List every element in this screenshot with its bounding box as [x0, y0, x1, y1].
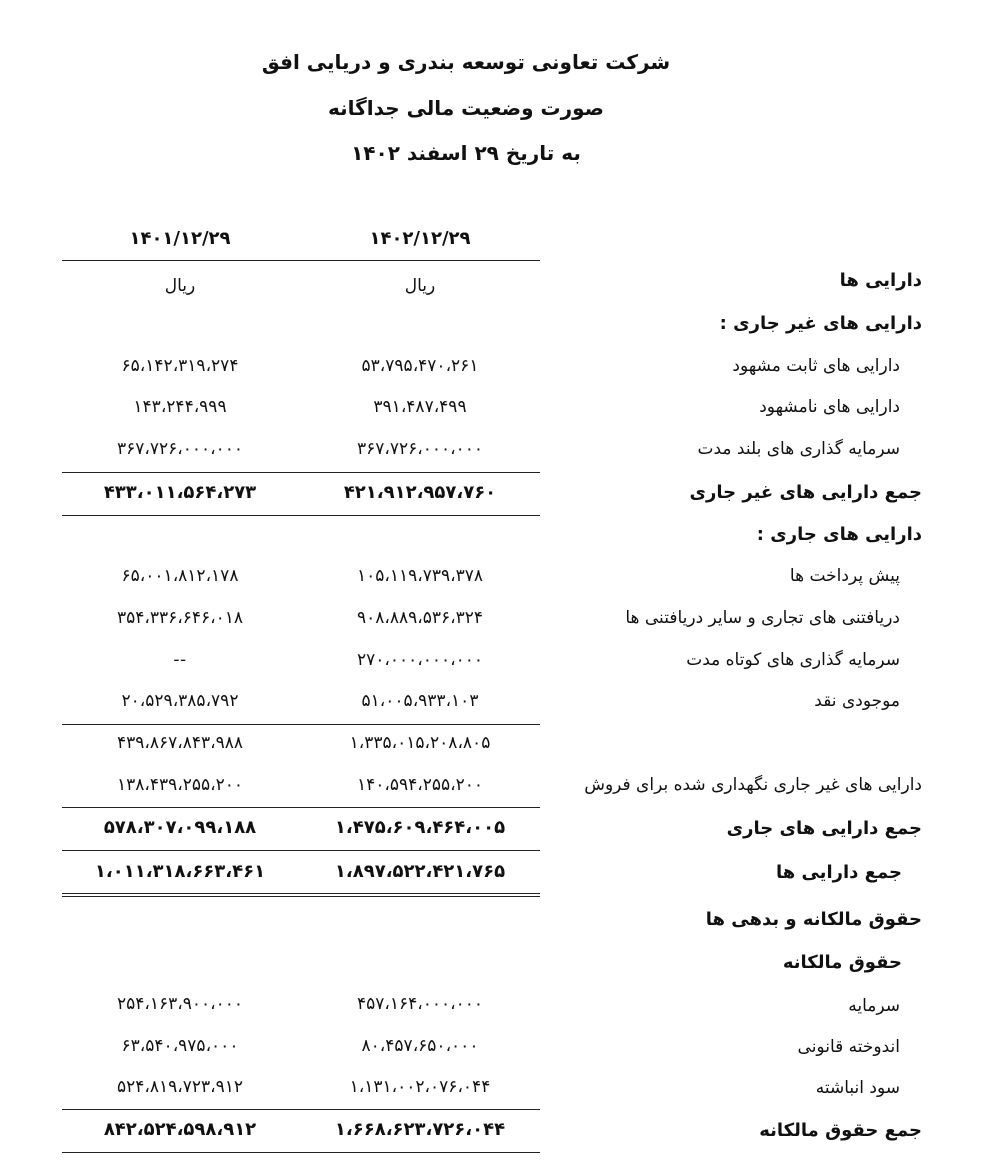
company-title: شرکت تعاونی توسعه بندری و دریایی افق: [261, 50, 671, 74]
header-rule: [62, 260, 540, 261]
row-value-intangible-assets-1402: ۳۹۱،۴۸۷،۴۹۹: [373, 397, 467, 417]
row-value-capital-1402: ۴۵۷،۱۶۴،۰۰۰،۰۰۰: [356, 994, 484, 1014]
row-value-receivables-1402: ۹۰۸،۸۸۹،۵۳۶،۳۲۴: [356, 608, 484, 628]
row-value-prepayments-1402: ۱۰۵،۱۱۹،۷۳۹،۳۷۸: [356, 566, 484, 586]
row-value-total-equity-1402: ۱،۶۶۸،۶۲۳،۷۲۶،۰۴۴: [334, 1119, 506, 1140]
subtotal-rule: [62, 1109, 540, 1110]
row-label-held-for-sale: دارایی های غیر جاری نگهداری شده برای فروش: [584, 775, 922, 795]
row-value-cash-1402: ۵۱،۰۰۵،۹۳۳،۱۰۳: [361, 691, 479, 711]
column-header-1401: ۱۴۰۱/۱۲/۲۹: [129, 228, 231, 249]
section-current-assets: دارایی های جاری :: [756, 524, 922, 545]
row-value-held-for-sale-1401: ۱۳۸،۴۳۹،۲۵۵،۲۰۰: [116, 775, 244, 795]
grand-total-double-rule: [62, 893, 540, 897]
row-value-capital-1401: ۲۵۴،۱۶۳،۹۰۰،۰۰۰: [116, 994, 244, 1014]
subtotal-rule: [62, 807, 540, 808]
row-label-total-current: جمع دارایی های جاری: [726, 818, 922, 839]
row-value-total-non-current-1402: ۴۲۱،۹۱۲،۹۵۷،۷۶۰: [343, 482, 497, 503]
row-value-total-current-1401: ۵۷۸،۳۰۷،۰۹۹،۱۸۸: [103, 817, 257, 838]
subtotal-rule: [62, 472, 540, 473]
unit-label-1401: ریال: [164, 276, 196, 296]
row-value-total-non-current-1401: ۴۳۳،۰۱۱،۵۶۴،۲۷۳: [103, 482, 257, 503]
row-value-prepayments-1401: ۶۵،۰۰۱،۸۱۲،۱۷۸: [121, 566, 239, 586]
row-value-retained-earnings-1402: ۱،۱۳۱،۰۰۲،۰۷۶،۰۴۴: [349, 1077, 491, 1097]
row-value-total-current-1402: ۱،۴۷۵،۶۰۹،۴۶۴،۰۰۵: [334, 817, 506, 838]
row-value-current-subtotal-1401: ۴۳۹،۸۶۷،۸۴۳،۹۸۸: [116, 733, 244, 753]
total-rule: [62, 1152, 540, 1153]
row-value-held-for-sale-1402: ۱۴۰،۵۹۴،۲۵۵،۲۰۰: [356, 775, 484, 795]
statement-title: صورت وضعیت مالی جداگانه: [328, 96, 604, 120]
row-value-retained-earnings-1401: ۵۲۴،۸۱۹،۷۲۳،۹۱۲: [116, 1077, 244, 1097]
row-label-long-term-investments: سرمایه گذاری های بلند مدت: [697, 439, 900, 459]
subtotal-rule: [62, 724, 540, 725]
row-value-short-term-investments-1402: ۲۷۰،۰۰۰،۰۰۰،۰۰۰: [356, 650, 484, 670]
row-value-fixed-assets-1402: ۵۳،۷۹۵،۴۷۰،۲۶۱: [361, 356, 479, 376]
row-value-total-assets-1401: ۱،۰۱۱،۳۱۸،۶۶۳،۴۶۱: [94, 861, 266, 882]
row-label-prepayments: پیش پرداخت ها: [789, 566, 900, 586]
total-rule: [62, 515, 540, 516]
row-value-total-equity-1401: ۸۴۲،۵۲۴،۵۹۸،۹۱۲: [103, 1119, 257, 1140]
row-value-legal-reserve-1401: ۶۳،۵۴۰،۹۷۵،۰۰۰: [121, 1036, 239, 1056]
section-assets: دارایی ها: [839, 270, 922, 291]
row-value-long-term-investments-1401: ۳۶۷،۷۲۶،۰۰۰،۰۰۰: [116, 439, 244, 459]
row-value-current-subtotal-1402: ۱،۳۳۵،۰۱۵،۲۰۸،۸۰۵: [349, 733, 491, 753]
row-value-cash-1401: ۲۰،۵۲۹،۳۸۵،۷۹۲: [121, 691, 239, 711]
row-label-total-assets: جمع دارایی ها: [775, 862, 902, 883]
section-non-current-assets: دارایی های غیر جاری :: [719, 313, 922, 334]
section-equity-liabilities: حقوق مالکانه و بدهی ها: [705, 909, 922, 930]
section-equity: حقوق مالکانه: [782, 952, 902, 973]
row-label-capital: سرمایه: [848, 996, 900, 1016]
row-label-cash: موجودی نقد: [814, 691, 900, 711]
row-value-receivables-1401: ۳۵۴،۳۳۶،۶۴۶،۰۱۸: [116, 608, 244, 628]
unit-label-1402: ریال: [404, 276, 436, 296]
row-value-short-term-investments-1401: --: [173, 650, 187, 670]
row-value-legal-reserve-1402: ۸۰،۴۵۷،۶۵۰،۰۰۰: [361, 1036, 479, 1056]
statement-date: به تاریخ ۲۹ اسفند ۱۴۰۲: [351, 141, 581, 165]
row-label-retained-earnings: سود انباشته: [815, 1078, 900, 1098]
row-value-fixed-assets-1401: ۶۵،۱۴۲،۳۱۹،۲۷۴: [121, 356, 239, 376]
row-value-long-term-investments-1402: ۳۶۷،۷۲۶،۰۰۰،۰۰۰: [356, 439, 484, 459]
row-value-intangible-assets-1401: ۱۴۳،۲۴۴،۹۹۹: [133, 397, 227, 417]
row-label-short-term-investments: سرمایه گذاری های کوتاه مدت: [686, 650, 900, 670]
row-label-receivables: دریافتنی های تجاری و سایر دریافتنی ها: [625, 608, 900, 628]
row-label-fixed-assets: دارایی های ثابت مشهود: [732, 356, 900, 376]
column-header-1402: ۱۴۰۲/۱۲/۲۹: [369, 228, 471, 249]
row-value-total-assets-1402: ۱،۸۹۷،۵۲۲،۴۲۱،۷۶۵: [334, 861, 506, 882]
row-label-legal-reserve: اندوخته قانونی: [797, 1037, 900, 1057]
row-label-total-equity: جمع حقوق مالکانه: [759, 1120, 922, 1141]
row-label-total-non-current: جمع دارایی های غیر جاری: [689, 482, 922, 503]
row-label-intangible-assets: دارایی های نامشهود: [759, 397, 900, 417]
total-rule: [62, 850, 540, 851]
